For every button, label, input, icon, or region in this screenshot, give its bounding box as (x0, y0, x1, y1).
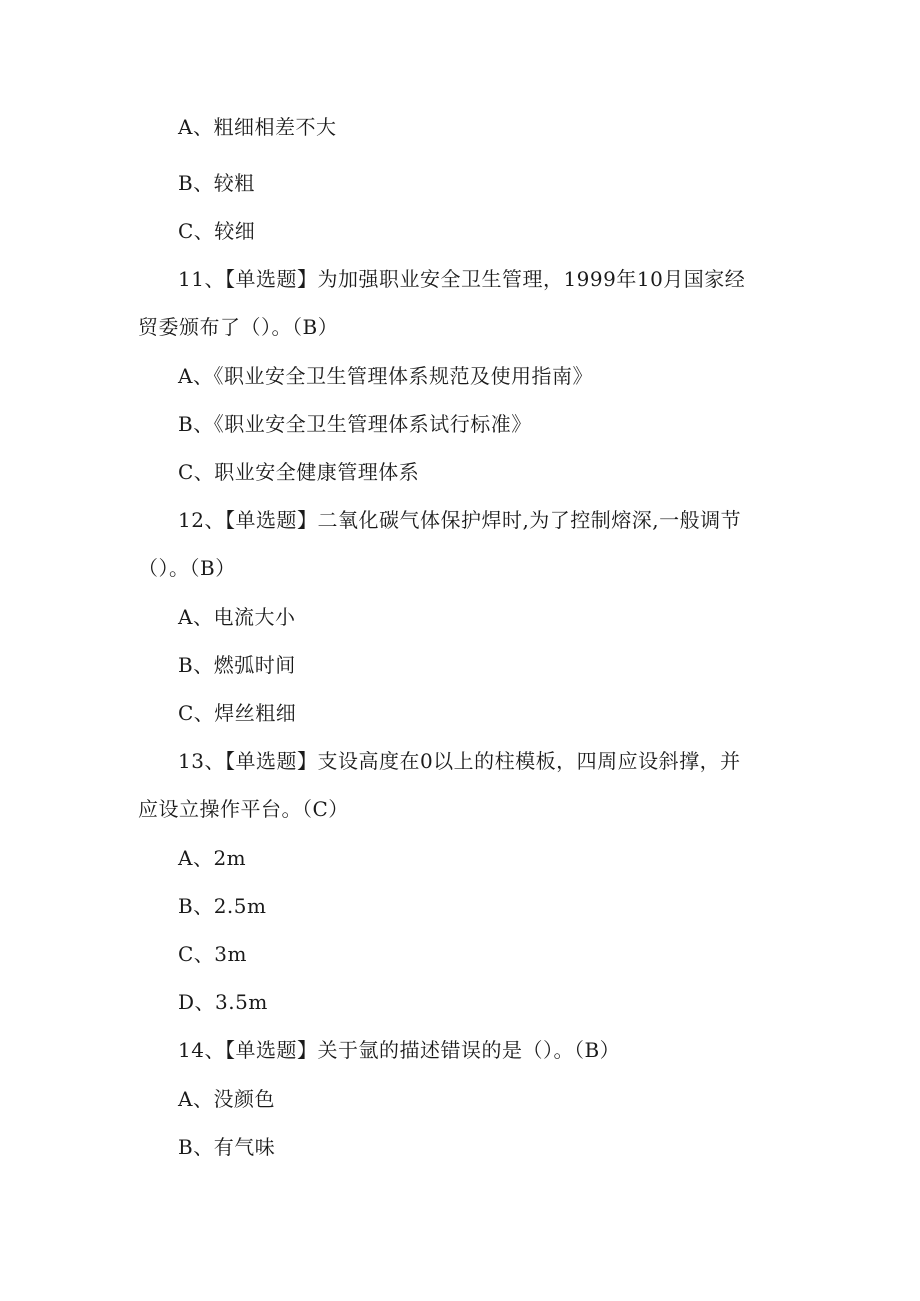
option-line: B、较粗 (178, 171, 255, 195)
question-continuation: 贸委颁布了（）。（B） (138, 315, 339, 339)
option-line: B、2.5m (178, 894, 267, 918)
option-line: A、《职业安全卫生管理体系规范及使用指南》 (178, 364, 593, 388)
option-line: B、有气味 (178, 1135, 276, 1159)
option-line: C、职业安全健康管理体系 (178, 460, 420, 484)
question-line: 13、【单选题】支设高度在0以上的柱模板，四周应设斜撑，并 (178, 749, 741, 773)
question-line: 12、【单选题】二氧化碳气体保护焊时,为了控制熔深,一般调节 (178, 508, 742, 532)
question-continuation: （）。（B） (138, 556, 236, 580)
option-line: B、燃弧时间 (178, 653, 296, 677)
option-line: C、3m (178, 942, 247, 966)
option-line: D、3.5m (178, 990, 268, 1014)
option-line: B、《职业安全卫生管理体系试行标准》 (178, 412, 532, 436)
option-line: A、粗细相差不大 (178, 115, 337, 139)
question-continuation: 应设立操作平台。（C） (138, 797, 349, 821)
question-line: 14、【单选题】关于氩的描述错误的是（）。（B） (178, 1038, 621, 1062)
option-line: A、2m (178, 846, 247, 870)
question-line: 11、【单选题】为加强职业安全卫生管理，1999年10月国家经 (178, 267, 746, 291)
option-line: A、没颜色 (178, 1087, 275, 1111)
option-line: C、较细 (178, 219, 256, 243)
option-line: A、电流大小 (178, 605, 296, 629)
option-line: C、焊丝粗细 (178, 701, 297, 725)
